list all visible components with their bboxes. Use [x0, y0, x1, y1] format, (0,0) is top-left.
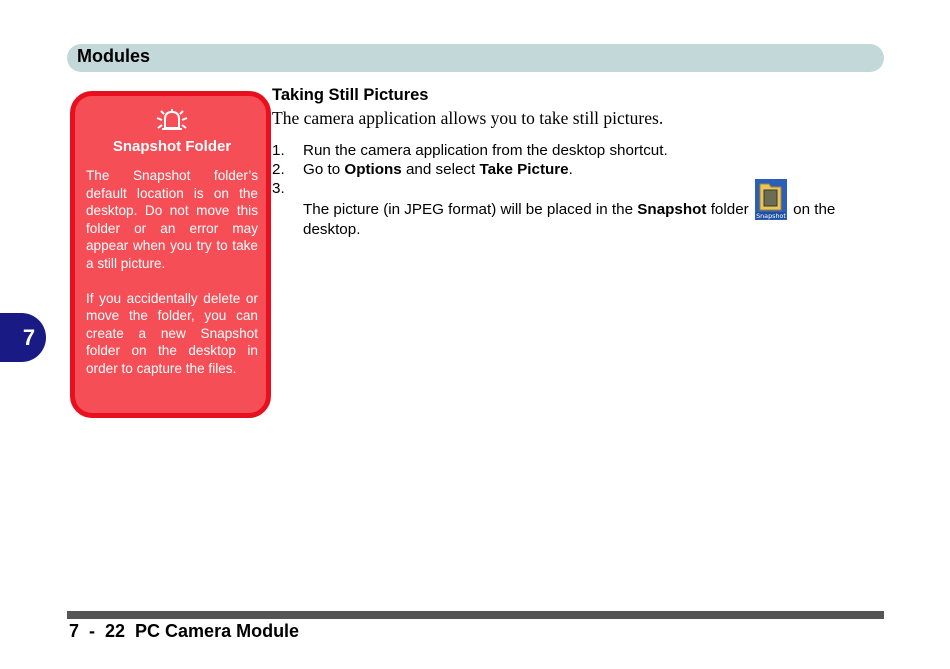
step-bold: Take Picture — [479, 161, 569, 178]
chapter-number: 7 — [22, 324, 36, 350]
step-text: The picture (in JPEG format) will be placed in the — [303, 201, 638, 218]
step-text: Go to — [303, 161, 345, 178]
main-content — [272, 86, 872, 239]
step-text: folder — [706, 201, 753, 218]
alert-bell-icon — [154, 108, 190, 134]
note-title: Snapshot Folder — [112, 138, 232, 155]
step-number: 3. — [272, 180, 285, 197]
snapshot-folder-icon — [755, 179, 787, 220]
step-text: and select — [401, 161, 480, 178]
footer-rule — [67, 611, 884, 619]
note-box — [70, 91, 271, 418]
list-item — [272, 179, 872, 239]
header-bar — [67, 44, 884, 72]
chapter-tab[interactable] — [0, 313, 46, 362]
step-text: on the desktop. — [303, 201, 836, 238]
step-bold: Options — [344, 161, 402, 178]
list-item — [272, 141, 872, 160]
note-paragraph: If you accidentally delete or move the folder, you can create a new Snapshot folder on the desktop in order to capture the files. — [86, 290, 258, 376]
step-text: . — [568, 161, 573, 178]
step-number: 2. — [272, 161, 285, 178]
step-bold: Snapshot — [637, 201, 707, 218]
section-heading: Taking Still Pictures — [272, 86, 429, 104]
footer-label: 7 - 22 PC Camera Module — [69, 621, 300, 641]
step-text: Run the camera application from the desktop shortcut. — [303, 142, 668, 159]
list-item — [272, 160, 872, 179]
folder-icon-label: Snapshot — [755, 212, 786, 220]
page-section-title: Modules — [77, 46, 151, 66]
section-intro: The camera application allows you to take still pictures. — [272, 108, 664, 128]
page-footer — [69, 621, 299, 642]
note-paragraph: The Snapshot folder’s default location is on the desktop. Do not move this folder or an error may appear when you try to take a still picture. — [86, 168, 258, 271]
steps-list — [272, 141, 872, 239]
step-number: 1. — [272, 142, 285, 159]
